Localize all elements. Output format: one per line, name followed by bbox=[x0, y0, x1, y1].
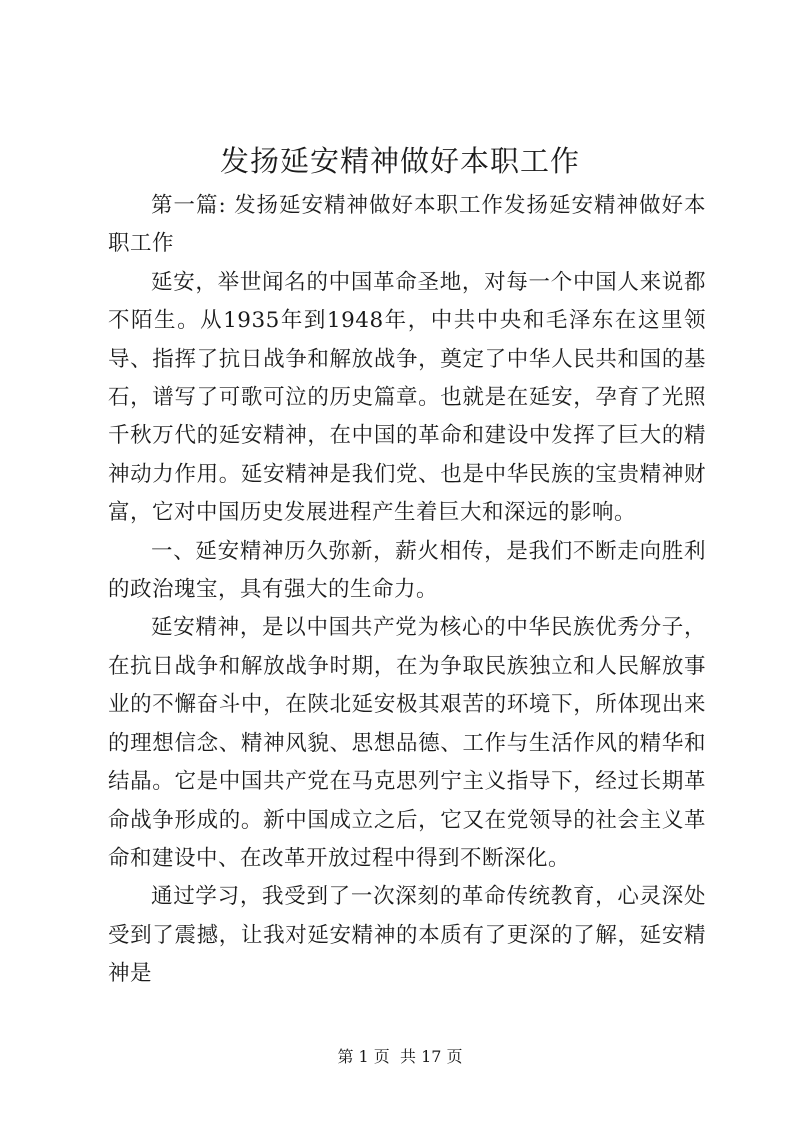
paragraph-heading: 第一篇: 发扬延安精神做好本职工作发扬延安精神做好本职工作 bbox=[108, 193, 706, 257]
page-footer bbox=[0, 1046, 800, 1068]
paragraph-section-one: 一、延安精神历久弥新，薪火相传，是我们不断走向胜利的政治瑰宝，具有强大的生命力。 bbox=[108, 538, 706, 603]
document-title: 发扬延安精神做好本职工作 bbox=[219, 144, 580, 178]
page-number: 第 1 页 bbox=[337, 1047, 390, 1066]
paragraph-definition: 延安精神，是以中国共产党为核心的中华民族优秀分子，在抗日战争和解放战争时期，在为争取民族独立和人民解放事业的不懈奋斗中，在陕北延安极其艰苦的环境下，所体现出来的理想信念、精神风貌、思想品德、工作与生活作风的精华和结晶。它是中国共产党在马克思列宁主义指导下，经过长期革命战争形成的。新中国成立之后，它又在党领导的社会主义革命和建设中、在改革开放过程中得到不断深化。 bbox=[108, 615, 706, 871]
page-total: 共 17 页 bbox=[399, 1047, 463, 1066]
document-body bbox=[108, 187, 706, 994]
paragraph-reflection: 通过学习，我受到了一次深刻的革命传统教育，心灵深处受到了震撼，让我对延安精神的本质有了更深的了解，延安精神是 bbox=[108, 884, 706, 987]
paragraph-intro: 延安，举世闻名的中国革命圣地，对每一个中国人来说都不陌生。从1935年到1948年，中共中央和毛泽东在这里领导、指挥了抗日战争和解放战争，奠定了中华人民共和国的基石，谱写了可歌可泣的历史篇章。也就是在延安，孕育了光照千秋万代的延安精神，在中国的革命和建设中发挥了巨大的精神动力作用。延安精神是我们党、也是中华民族的宝贵精神财富，它对中国历史发展进程产生着巨大和深远的影响。 bbox=[108, 269, 706, 526]
